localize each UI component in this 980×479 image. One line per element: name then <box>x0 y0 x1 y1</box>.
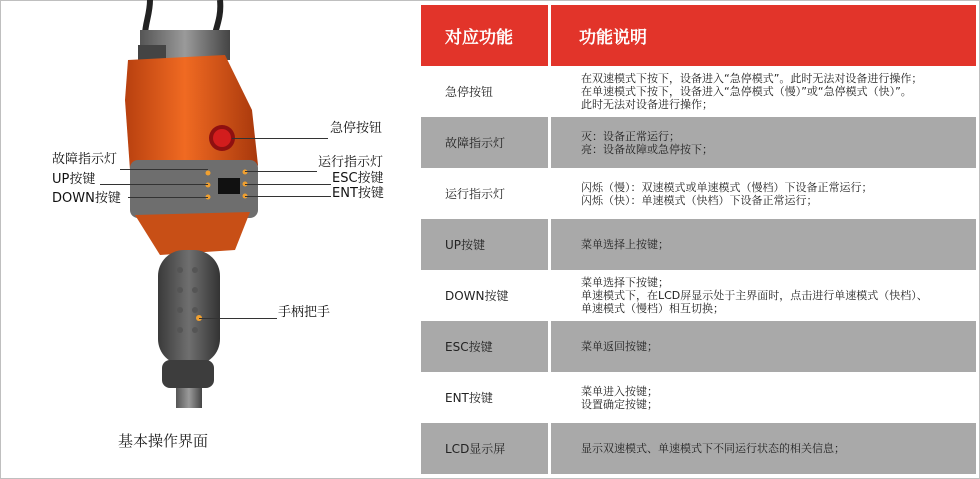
function-description-cell <box>551 66 976 117</box>
description-line: 单速模式下，在LCD屏显示处于主界面时，点击进行单速模式（快档）、 <box>581 289 928 302</box>
description-line: 亮：设备故障或急停按下； <box>581 142 713 156</box>
header-description: 功能说明 <box>551 5 976 66</box>
description-line: 灭：设备正常运行； <box>581 129 680 143</box>
leader-line <box>245 184 331 185</box>
function-name-cell: 急停按钮 <box>421 66 548 117</box>
description-line: 闪烁（快）：单速模式（快档）下设备正常运行； <box>581 193 818 207</box>
table-row <box>421 270 976 321</box>
description-line: 闪烁（慢）：双速模式或单速模式（慢档）下设备正常运行； <box>581 180 873 194</box>
table-row <box>421 321 976 372</box>
description-line: 菜单选择下按键； <box>581 276 669 289</box>
function-description-cell <box>551 423 976 474</box>
function-table <box>421 5 976 474</box>
callout-ent-button: ENT按键 <box>332 186 384 201</box>
table-row <box>421 168 976 219</box>
leader-line <box>199 318 277 319</box>
callout-emergency-stop: 急停按钮 <box>330 121 383 136</box>
callout-run-light: 运行指示灯 <box>318 155 384 170</box>
callout-down-button: DOWN按键 <box>52 191 121 206</box>
function-name-cell: DOWN按键 <box>421 270 548 321</box>
description-line: 显示双速模式、单速模式下不同运行状态的相关信息； <box>581 442 845 455</box>
function-name-cell: ESC按键 <box>421 321 548 372</box>
device-panel <box>0 0 418 479</box>
callout-up-button: UP按键 <box>52 172 96 187</box>
function-description-cell <box>551 372 976 423</box>
description-line: 菜单返回按键； <box>581 340 658 353</box>
leader-line <box>120 169 208 170</box>
leader-line <box>100 184 208 185</box>
function-description-cell <box>551 117 976 168</box>
function-description-cell <box>551 321 976 372</box>
function-description-cell <box>551 219 976 270</box>
leader-line <box>245 196 331 197</box>
callout-fault-light: 故障指示灯 <box>52 152 118 167</box>
description-line: 单速模式（慢档）相互切换； <box>581 302 724 315</box>
figure-caption: 基本操作界面 <box>118 432 209 450</box>
description-line: 此时无法对设备进行操作； <box>581 98 713 111</box>
callout-handle: 手柄把手 <box>278 305 331 320</box>
table-row <box>421 423 976 474</box>
device-illustration <box>0 0 418 479</box>
function-name-cell: 故障指示灯 <box>421 117 548 168</box>
function-name-cell: 运行指示灯 <box>421 168 548 219</box>
description-line: 在单速模式下按下，设备进入“急停模式（慢）”或“急停模式（快）”。 <box>581 85 912 98</box>
callout-esc-button: ESC按键 <box>332 171 384 186</box>
description-line: 在双速模式下按下，设备进入“急停模式”。此时无法对设备进行操作； <box>581 72 923 85</box>
table-row <box>421 219 976 270</box>
leader-line <box>245 171 317 172</box>
description-line: 设置确定按键； <box>581 397 658 411</box>
table-row <box>421 372 976 423</box>
function-name-cell: ENT按键 <box>421 372 548 423</box>
description-line: 菜单选择上按键； <box>581 238 669 251</box>
function-description-cell <box>551 168 976 219</box>
table-row <box>421 66 976 117</box>
leader-line <box>128 197 208 198</box>
function-description-cell <box>551 270 976 321</box>
description-line: 菜单进入按键； <box>581 384 658 398</box>
table-row <box>421 117 976 168</box>
table-header <box>421 5 976 66</box>
header-function: 对应功能 <box>421 5 548 66</box>
function-name-cell: LCD显示屏 <box>421 423 548 474</box>
leader-line <box>232 138 328 139</box>
function-name-cell: UP按键 <box>421 219 548 270</box>
